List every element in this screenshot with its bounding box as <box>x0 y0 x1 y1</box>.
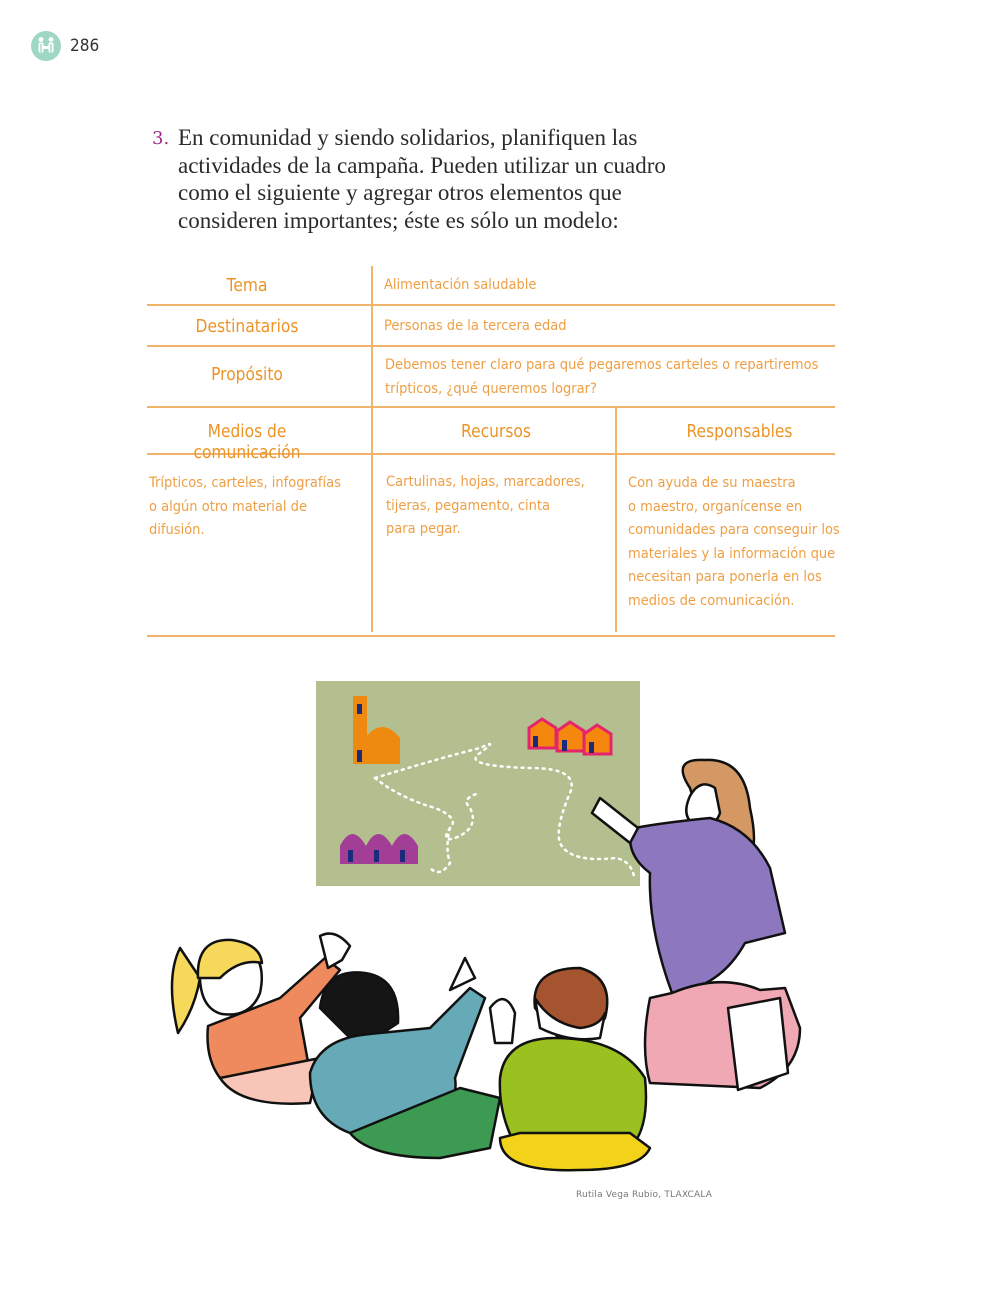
credit-name: Rutila Vega Rubio, <box>576 1190 662 1200</box>
cell-recursos <box>386 471 593 542</box>
column-header-recursos: Recursos <box>461 421 531 442</box>
page-number-group <box>30 30 99 62</box>
text-line: necesitan para ponerla en los <box>628 569 822 585</box>
text-line: Cartulinas, hojas, marcadores, <box>386 474 585 490</box>
page-number: 286 <box>70 36 100 56</box>
table-rule <box>147 304 835 306</box>
cell-responsables <box>628 472 844 613</box>
community-people-icon <box>30 30 62 62</box>
table-rule <box>147 406 835 408</box>
credit-place: TLAXCALA <box>664 1190 713 1200</box>
kid-figure <box>490 968 650 1170</box>
column-header-responsables: Responsables <box>686 421 793 442</box>
illustration-credit <box>576 1190 712 1200</box>
classroom-illustration <box>160 678 820 1178</box>
text-line: tijeras, pegamento, cinta <box>386 497 551 514</box>
planning-table <box>147 266 840 638</box>
row-value-tema: Alimentación saludable <box>384 277 537 293</box>
row-label-proposito: Propósito <box>211 364 283 385</box>
column-header-medios: Medios de comunicación <box>193 421 301 463</box>
row-value-destinatarios: Personas de la tercera edad <box>384 318 567 334</box>
table-rule <box>147 345 835 347</box>
row-value-proposito <box>385 354 826 401</box>
boy-figure <box>310 958 500 1158</box>
text-line: trípticos, ¿qué queremos lograr? <box>385 380 597 397</box>
text-line: materiales y la información que <box>628 545 836 562</box>
row-label-tema: Tema <box>226 275 268 296</box>
text-line: o algún otro material de <box>149 498 307 515</box>
text-line: para pegar. <box>386 521 461 537</box>
text-line: Debemos tener claro para qué pegaremos carteles o repartiremos <box>385 357 819 373</box>
table-rule <box>147 635 835 637</box>
text-line: comunidades para conseguir los <box>628 522 840 538</box>
row-label-destinatarios: Destinatarios <box>195 316 299 337</box>
instruction-number: 3. <box>152 128 170 149</box>
instruction-block <box>152 124 672 234</box>
text-line: Con ayuda de su maestra <box>628 475 796 491</box>
text-line: difusión. <box>149 522 205 538</box>
map-board <box>316 681 640 886</box>
text-line: o maestro, organícense en <box>628 498 803 515</box>
text-line: medios de comunicación. <box>628 592 795 609</box>
table-divider <box>615 407 617 632</box>
instruction-text: En comunidad y siendo solidarios, planifiquen las actividades de la campaña. Pueden utilizar un cuadro como el siguiente y agregar otros elementos que consideren importantes; éste es sólo un modelo: <box>178 125 666 233</box>
table-divider <box>371 266 373 632</box>
cell-medios <box>149 472 356 543</box>
text-line: Trípticos, carteles, infografías <box>149 475 341 491</box>
